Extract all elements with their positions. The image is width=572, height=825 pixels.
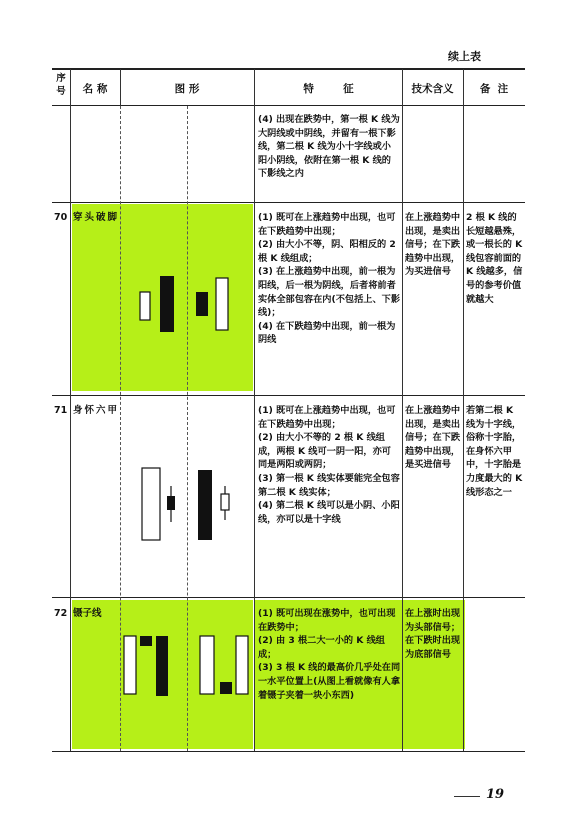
row72-candle-figure — [120, 630, 252, 700]
large-yang-candle — [124, 636, 136, 694]
small-yin-candle — [196, 292, 208, 316]
row72-meaning: 在上涨时出现为头部信号；在下跌时出现为底部信号 — [405, 608, 461, 660]
large-yin-candle — [198, 470, 212, 540]
header-feature: 特 征 — [303, 83, 354, 95]
row70-feature: (1) 既可在上涨趋势中出现，也可在下跌趋势中出现； (2) 由大小不等，阴、阳相反的 2 根 K 线组成； (3) 在上涨趋势中出现，前一根为阳线，后一根为阴线，后者将前者实体全部包容在内(不包括上、下影线)； (4) 在下跌趋势中出现，前一根为阴线 — [258, 212, 401, 346]
header-name: 名 称 — [82, 83, 108, 95]
row71-remark: 若第二根 K 线为十字线，俗称十字胎，在身怀六甲中，十字胎是力度最大的 K 线形态之一 — [466, 405, 523, 498]
row70-candle-figure — [130, 270, 240, 340]
row70-number: 70 — [54, 212, 68, 223]
large-yang-candle — [216, 278, 228, 330]
large-yang-candle — [200, 636, 214, 694]
prev-row-feature: (4) 出现在跌势中，第一根 K 线为大阴线或中阴线，并留有一根下影线，第二根 K 线为小十字线或小阳小阴线，依附在第一根 K 线的下影线之内 — [258, 114, 400, 180]
row-divider — [52, 202, 525, 203]
row71-candle-figure — [130, 460, 240, 550]
header-figure: 图 形 — [174, 83, 200, 95]
row70-meaning: 在上涨趋势中出现，是卖出信号；在下跌趋势中出现，为买进信号 — [405, 212, 461, 278]
table-bottom-rule — [52, 751, 525, 752]
small-yang-candle — [140, 292, 150, 320]
large-yang-candle — [142, 468, 160, 540]
col-line — [463, 69, 464, 751]
header-seq: 序号 — [56, 73, 66, 97]
small-yang-candle — [221, 494, 229, 510]
header-bottom-rule — [52, 105, 525, 106]
small-yin-candle — [140, 636, 152, 646]
row-divider — [52, 597, 525, 598]
page-number-rule — [454, 796, 480, 797]
small-yin-candle — [220, 682, 232, 694]
row72-name: 镊子线 — [73, 608, 102, 619]
row71-feature: (1) 既可在上涨趋势中出现，也可在下跌趋势中出现； (2) 由大小不等的 2 根 K 线组成，两根 K 线可一阴一阳，亦可同是两阳或两阴； (3) 第一根 K 线实体要能完全包容第二根 K 线实体； (4) 第二根 K 线可以是小阴、小阳线，亦可以是十字线 — [258, 405, 400, 525]
table-top-rule — [52, 68, 525, 70]
page-number: 19 — [486, 787, 505, 802]
row-divider — [52, 395, 525, 396]
small-yin-candle — [167, 496, 175, 510]
col-line — [120, 69, 121, 106]
row71-meaning: 在上涨趋势中出现，是卖出信号；在下跌趋势中出现，是买进信号 — [405, 405, 461, 471]
row71-name: 身怀六甲 — [73, 405, 120, 416]
row72-number: 72 — [54, 608, 68, 619]
header-remark: 备 注 — [479, 83, 509, 95]
row71-number: 71 — [54, 405, 68, 416]
large-yin-candle — [156, 636, 168, 696]
large-yin-candle — [160, 276, 174, 332]
large-yang-candle — [236, 636, 248, 694]
col-line — [70, 69, 71, 751]
header-meaning: 技术含义 — [411, 83, 454, 95]
row72-feature: (1) 既可出现在涨势中，也可出现在跌势中； (2) 由 3 根二大一小的 K 线组成； (3) 3 根 K 线的最高价几乎处在同一水平位置上(从图上看就像有人拿着镊子夹着一块小东西) — [258, 608, 401, 701]
col-line — [254, 69, 255, 751]
row70-name: 穿头破脚 — [73, 212, 120, 223]
row70-remark: 2 根 K 线的长短越悬殊，或一根长的 K 线包容前面的 K 线越多，信号的参考价值就越大 — [466, 212, 523, 305]
continued-label: 续上表 — [448, 50, 481, 63]
